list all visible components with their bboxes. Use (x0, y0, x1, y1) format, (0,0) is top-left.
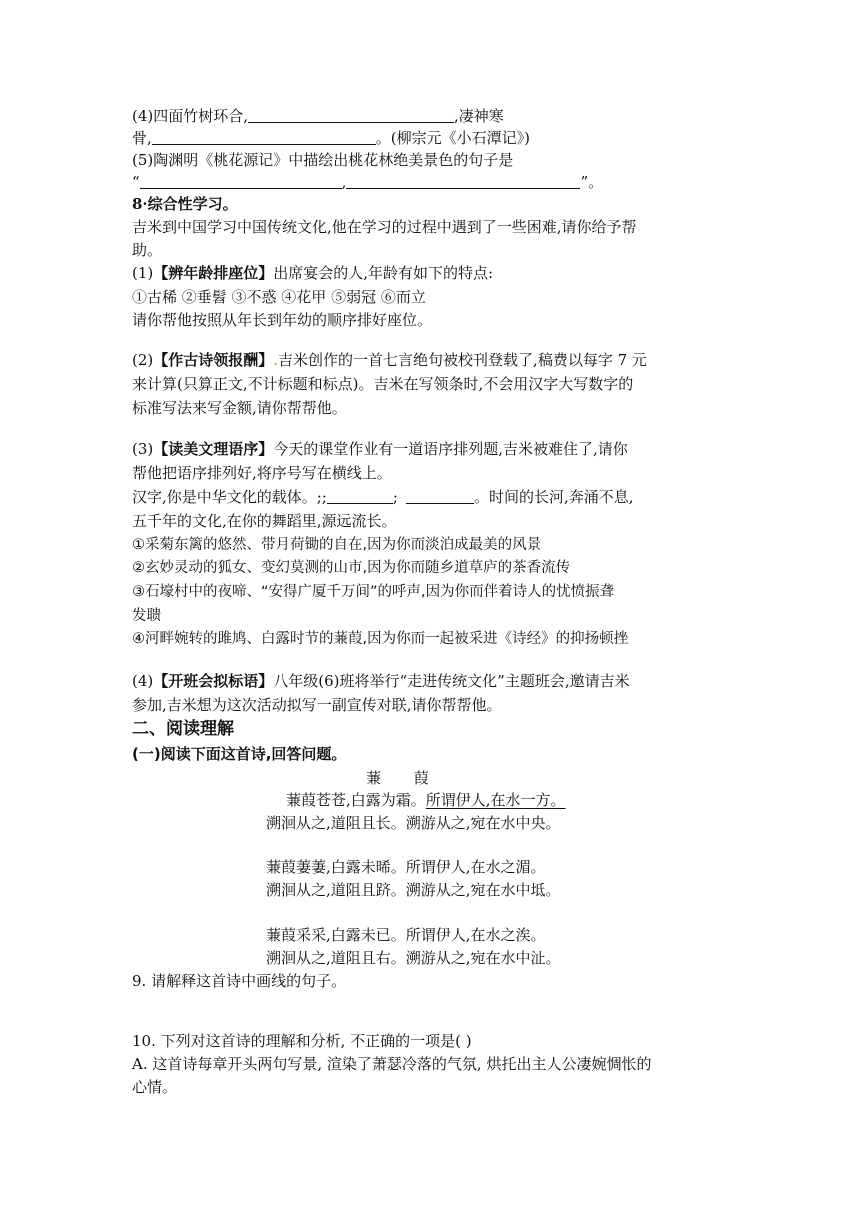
q8-part3-blank-2[interactable] (406, 487, 474, 504)
q8-part3-sentence-line2: 五千年的文化,在你的舞蹈里,源远流长。 (132, 512, 397, 530)
q8-part2-text-1: 吉米创作的一首七言绝句被校刊登载了,稿费以每字 7 元 (278, 351, 647, 369)
q7-item4-text-b: ,凄神寒 (454, 107, 504, 125)
poem-s1-a: 蒹葭苍苍,白露为霜。 (286, 791, 426, 809)
q9-question: 9. 请解释这首诗中画线的句子。 (132, 972, 347, 990)
poem-title: 蒹 葭 (366, 769, 443, 787)
q8-part2-line2: 来计算(只算正文,不计标题和标点)。吉米在写领条时,不会用汉字大写数字的 (132, 375, 634, 393)
q8-part3-sentence-line1 (132, 486, 634, 508)
q8-part4-text-1: 八年级(6)班将举行“走进传统文化”主题班会,邀请吉米 (273, 672, 630, 690)
q8-part3-sentence-c: 。时间的长河,奔涌不息, (473, 488, 634, 506)
q8-part3-option-3b: 发聩 (132, 608, 161, 624)
q8-part3-blank-1[interactable] (327, 487, 393, 504)
q7-item4-text-a: (4)四面竹树环合, (132, 107, 249, 125)
poem-stanza1-line2: 溯洄从之,道阻且长。溯游从之,宛在水中央。 (266, 814, 561, 832)
q8-part4-title: 【开班会拟标语】 (153, 672, 274, 690)
q8-part1-number: (1) (132, 264, 154, 282)
q7-item5-close-quote: ”。 (580, 173, 604, 191)
q7-item5-line1: (5)陶渊明《桃花源记》中描绘出桃花林绝美景色的句子是 (132, 151, 514, 169)
q7-item4-text-d: 。(柳宗元《小石潭记》) (375, 129, 530, 147)
q8-intro-line1: 吉米到中国学习中国传统文化,他在学习的过程中遇到了一些困难,请你给予帮 (132, 218, 637, 236)
q10-question: 10. 下列对这首诗的理解和分析, 不正确的一项是( ) (132, 1032, 472, 1050)
q7-item5-comma: , (341, 173, 347, 191)
q8-part4-number: (4) (132, 672, 154, 690)
poem-stanza1-line1 (286, 789, 566, 811)
q10-option-a-line1: A. 这首诗每章开头两句写景, 渲染了萧瑟冷落的气氛, 烘托出主人公凄婉惆怅的 (132, 1055, 652, 1073)
q8-part3-option-4: ④河畔婉转的雎鸠、白露时节的蒹葭,因为你而一起被采进《诗经》的抑扬顿挫 (132, 631, 629, 647)
q10-option-a-line2: 心情。 (132, 1078, 178, 1096)
q8-part3-sentence-a: 汉字,你是中华文化的载体。;; (132, 488, 327, 506)
part2-subheading: (一)阅读下面这首诗,回答问题。 (132, 745, 347, 763)
q8-heading: 8·综合性学习。 (132, 195, 238, 213)
q8-part2-line1 (132, 349, 647, 371)
q8-part3-title: 【读美文理语序】 (153, 440, 274, 458)
q8-part2-line3: 标准写法来写金额,请你帮帮他。 (132, 399, 347, 417)
q7-item4-blank-1[interactable] (248, 106, 454, 123)
q7-item4-line2 (132, 127, 530, 149)
q8-part2-number: (2) (132, 351, 154, 369)
q8-intro-line2: 助。 (132, 241, 163, 259)
q8-part2-title: 【作古诗领报酬】 (153, 351, 274, 369)
q8-part3-sentence-b: ; (392, 488, 398, 506)
q7-item4-line1 (132, 105, 504, 127)
q8-part3-line2: 帮他把语序排列好,将序号写在横线上。 (132, 464, 392, 482)
q8-part3-line1 (132, 438, 628, 460)
q8-part1-options: ①古稀 ②垂髫 ③不惑 ④花甲 ⑤弱冠 ⑥而立 (132, 288, 426, 306)
q8-part1-line (132, 262, 493, 284)
q8-part3-text-1: 今天的课堂作业有一道语序排列题,吉米被难住了,请你 (273, 440, 628, 458)
q8-part1-ask: 请你帮他按照从年长到年幼的顺序排好座位。 (132, 311, 433, 329)
q8-part3-option-3a: ③石壕村中的夜啼、“安得广厦千万间”的呼声,因为你而伴着诗人的忧愤振聋 (132, 584, 615, 600)
poem-s1-underlined: 所谓伊人,在水一方。 (425, 791, 566, 809)
q8-part4-line2: 参加,吉米想为这次活动拟写一副宣传对联,请你帮帮他。 (132, 696, 502, 714)
q8-part2-dot: . (273, 351, 279, 369)
poem-stanza3-line2: 溯洄从之,道阻且右。溯游从之,宛在水中沚。 (266, 949, 561, 967)
q8-part3-option-2: ②玄妙灵动的狐女、变幻莫测的山市,因为你而随乡道草庐的茶香流传 (132, 560, 571, 576)
q8-part1-title: 【辨年龄排座位】 (153, 264, 274, 282)
q7-item5-blank-2[interactable] (346, 172, 580, 189)
q7-item4-blank-2[interactable] (152, 128, 376, 145)
q8-part3-option-1: ①采菊东篱的悠然、带月荷锄的自在,因为你而淡泊成最美的风景 (132, 537, 542, 553)
q7-item5-open-quote: “ (132, 173, 140, 191)
poem-stanza3-line1: 蒹葭采采,白露未已。所谓伊人,在水之涘。 (266, 926, 546, 944)
part2-heading: 二、阅读理解 (132, 719, 234, 739)
poem-stanza2-line1: 蒹葭萋萋,白露未晞。所谓伊人,在水之湄。 (266, 858, 546, 876)
q7-item4-text-c: 骨, (132, 129, 152, 147)
q7-item5-line2 (132, 171, 603, 193)
q8-part1-text: 出席宴会的人,年龄有如下的特点: (273, 264, 494, 282)
poem-stanza2-line2: 溯洄从之,道阻且跻。溯游从之,宛在水中坻。 (266, 881, 561, 899)
q7-item5-blank-1[interactable] (140, 172, 342, 189)
q8-part3-number: (3) (132, 440, 154, 458)
q8-part4-line1 (132, 670, 630, 692)
